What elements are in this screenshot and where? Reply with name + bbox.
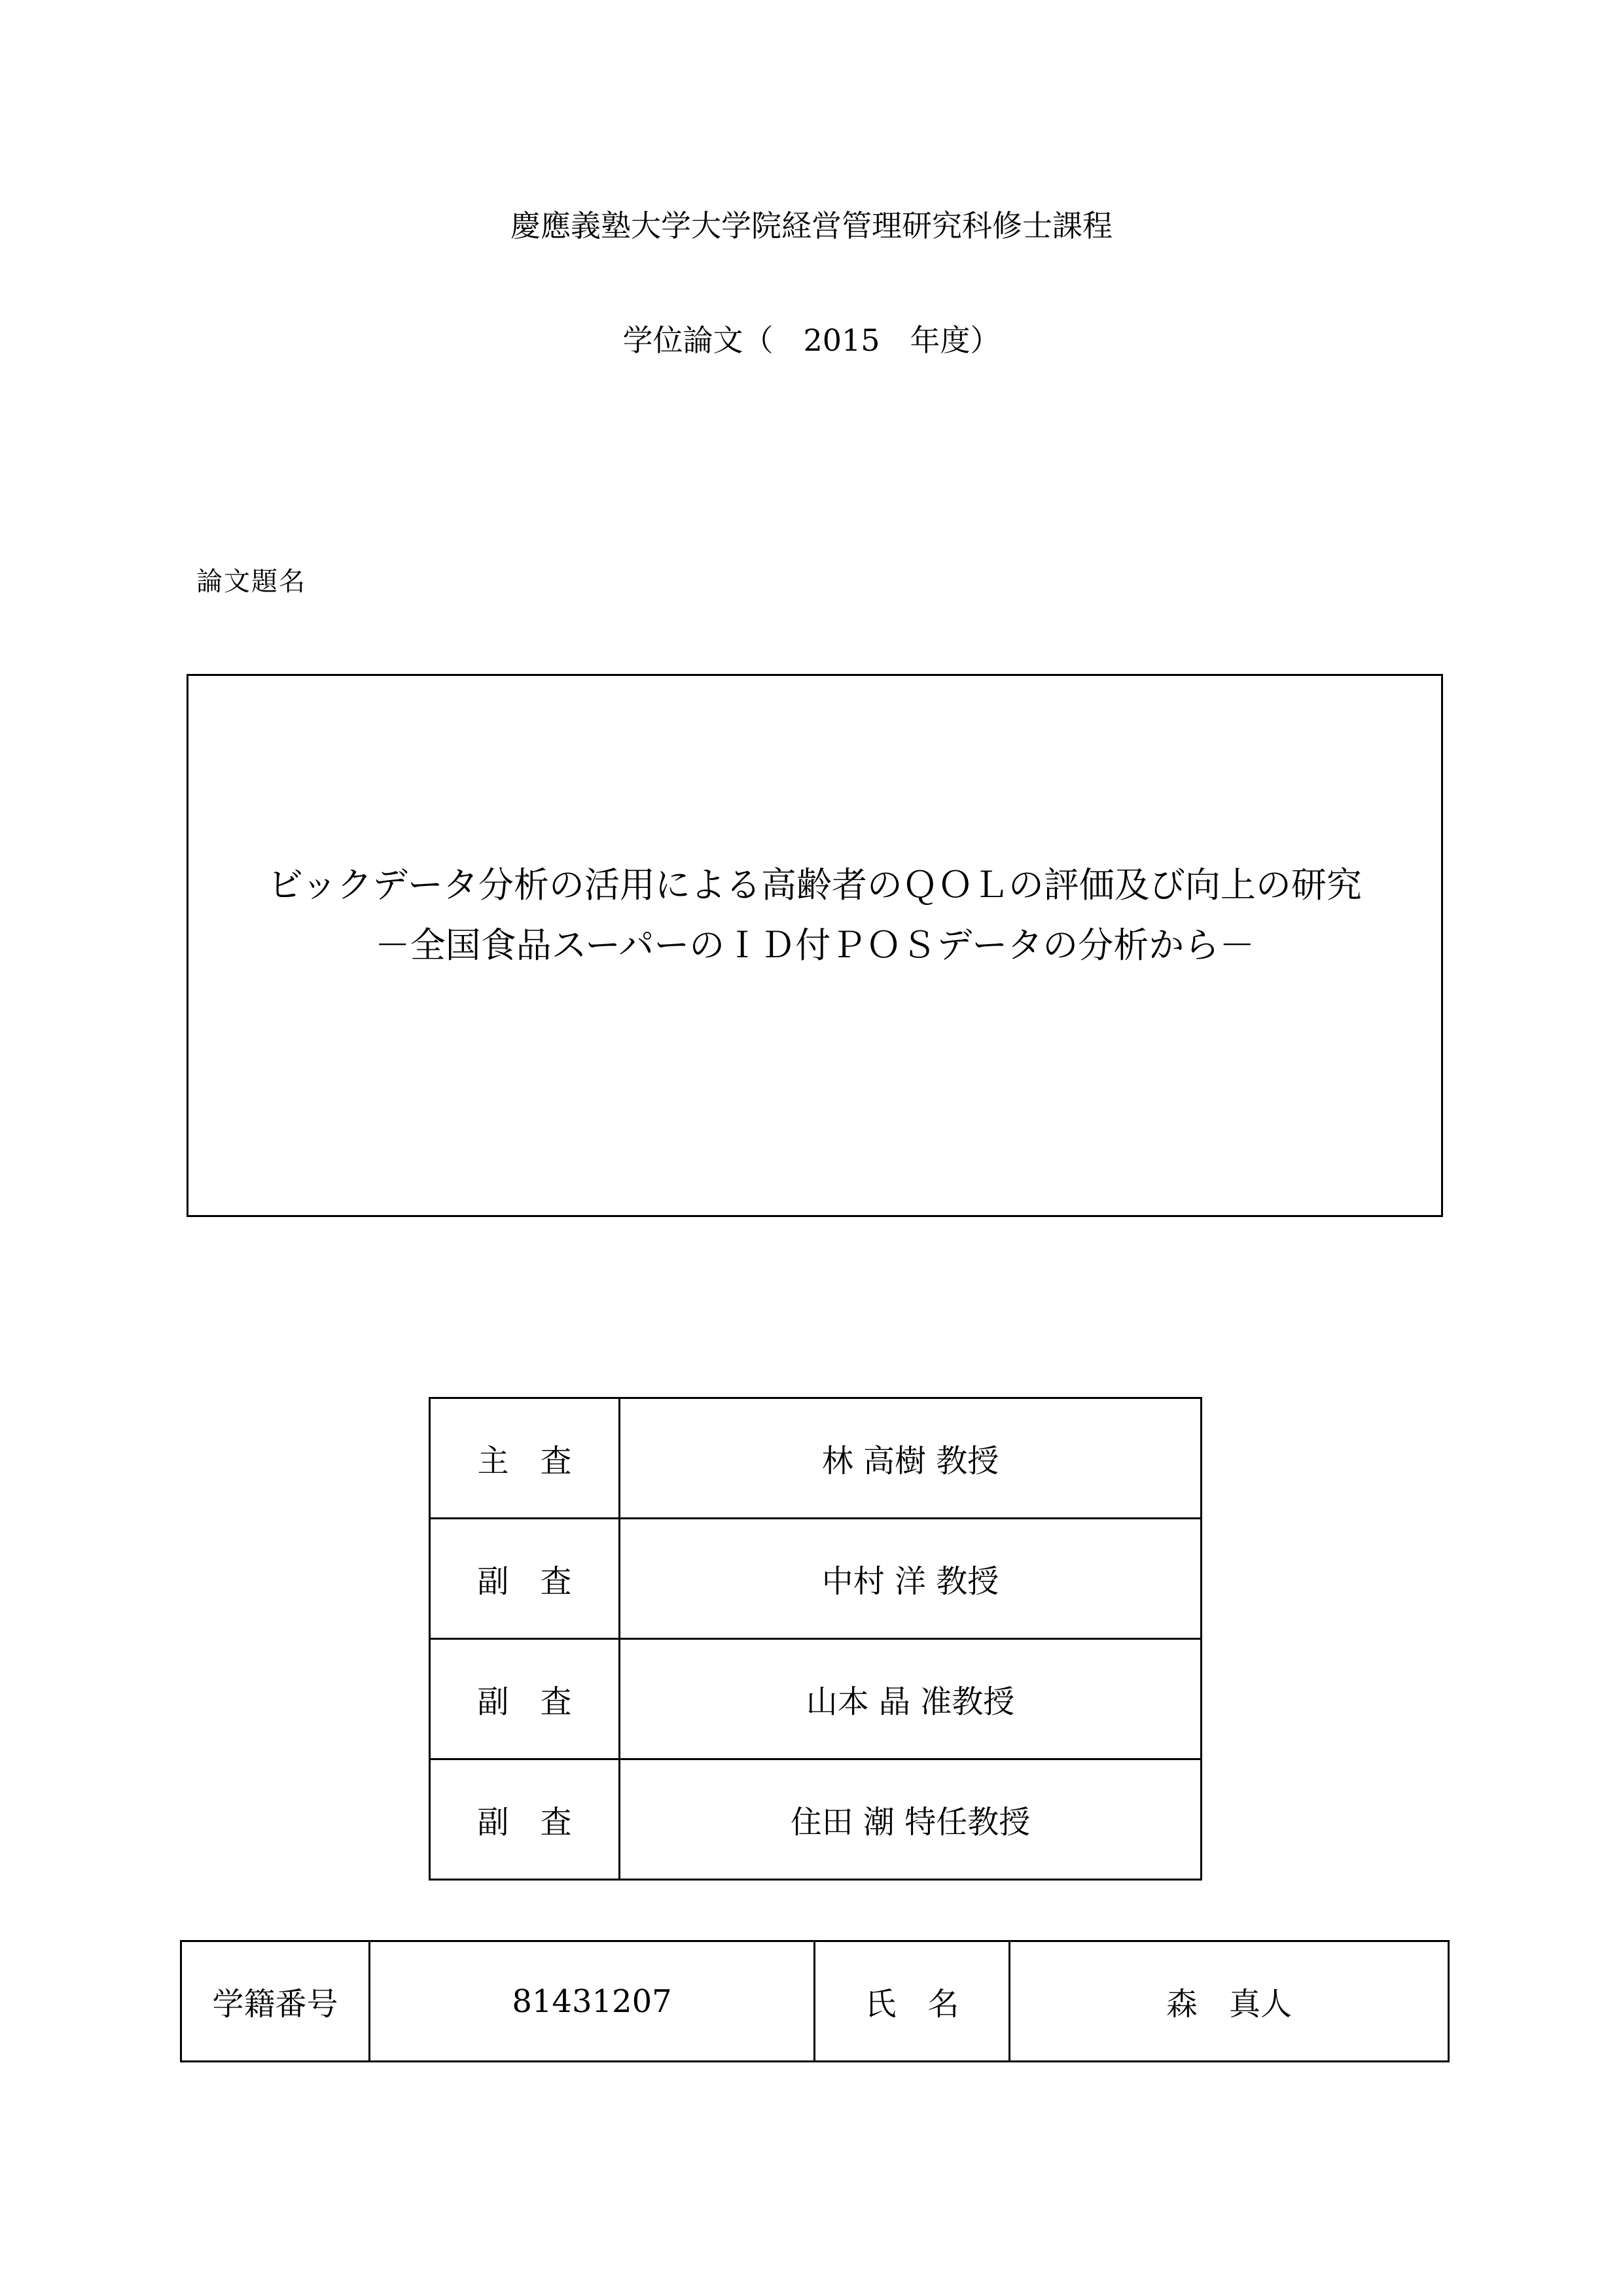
thesis-title-subtitle: －全国食品スーパーのＩＤ付ＰＯＳデータの分析から－ <box>374 925 1255 966</box>
examiner-role: 副 査 <box>430 1519 620 1639</box>
examiner-row <box>430 1639 1202 1759</box>
examiner-name: 林 高樹 教授 <box>620 1398 1202 1519</box>
examiners-table <box>429 1397 1202 1881</box>
student-name-value: 森 真人 <box>1010 1941 1449 2062</box>
examiner-row <box>430 1519 1202 1639</box>
university-program-title: 慶應義塾大学大学院経営管理研究科修士課程 <box>510 208 1113 243</box>
student-id-label: 学籍番号 <box>181 1941 370 2062</box>
examiner-name: 住田 潮 特任教授 <box>620 1759 1202 1880</box>
examiner-name: 山本 晶 准教授 <box>620 1639 1202 1759</box>
student-info-table <box>180 1940 1450 2062</box>
student-id-value: 81431207 <box>370 1941 815 2062</box>
student-name-label: 氏 名 <box>815 1941 1010 2062</box>
examiner-name: 中村 洋 教授 <box>620 1519 1202 1639</box>
thesis-title-box <box>187 674 1443 1217</box>
examiner-role: 主 査 <box>430 1398 620 1519</box>
thesis-title-main: ビックデータ分析の活用による高齢者のＱＯＬの評価及び向上の研究 <box>268 864 1362 906</box>
examiner-role: 副 査 <box>430 1759 620 1880</box>
student-info-row <box>181 1941 1449 2062</box>
examiner-row <box>430 1759 1202 1880</box>
degree-thesis-year: 学位論文（ 2015 年度） <box>622 323 1001 358</box>
examiner-row <box>430 1398 1202 1519</box>
examiner-role: 副 査 <box>430 1639 620 1759</box>
thesis-title-label: 論文題名 <box>196 567 306 597</box>
